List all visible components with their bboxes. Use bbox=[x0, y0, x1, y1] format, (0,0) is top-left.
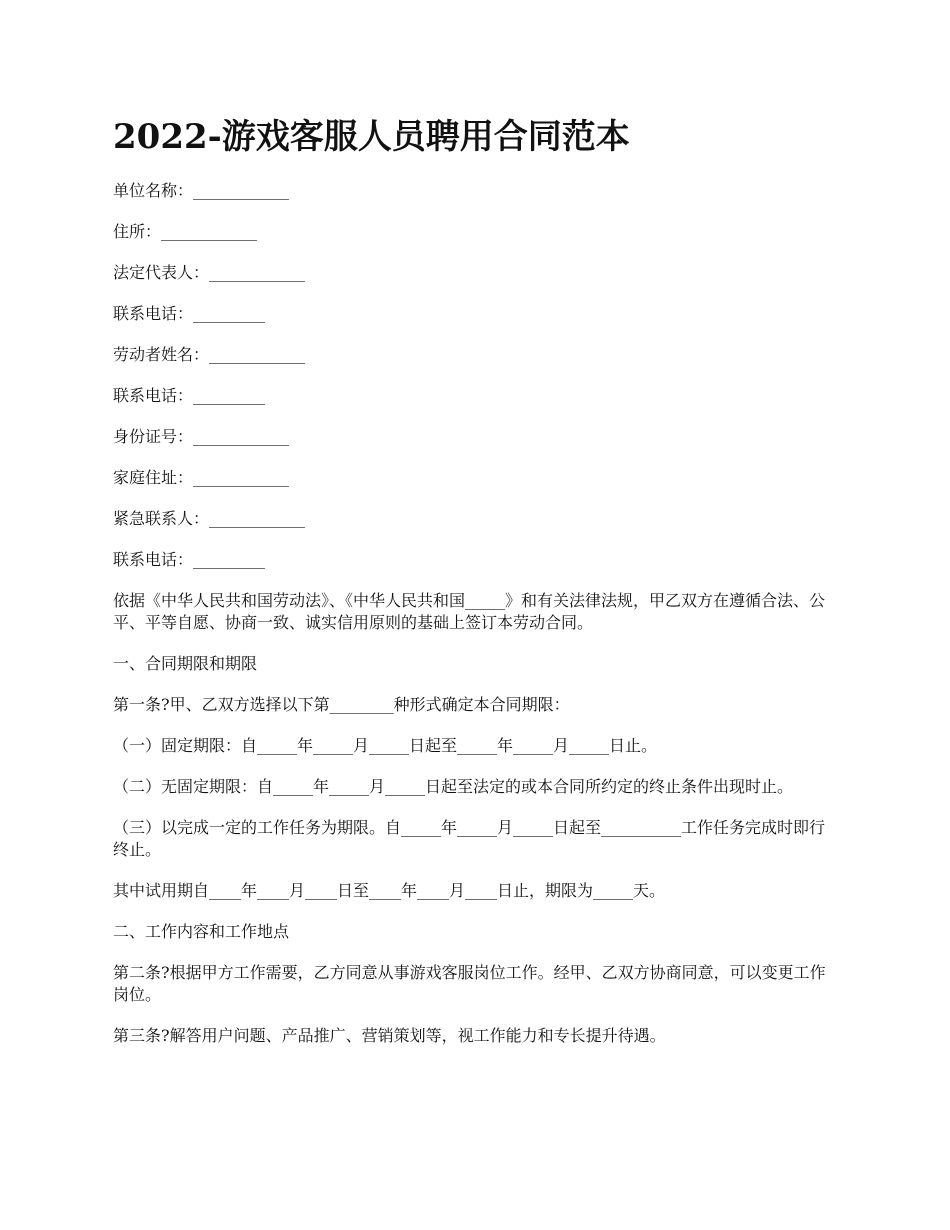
section-heading-term: 一、合同期限和期限 bbox=[113, 654, 258, 673]
contract-body bbox=[113, 590, 833, 1047]
employee-name-field: 劳动者姓名：____________ bbox=[113, 345, 306, 364]
home-address-field: 家庭住址：____________ bbox=[113, 468, 290, 487]
article-2: 第二条?根据甲方工作需要，乙方同意从事游戏客服岗位工作。经甲、乙双方协商同意，可以变更工作岗位。 bbox=[113, 963, 826, 1004]
preamble-paragraph: 依据《中华人民共和国劳动法》、《中华人民共和国_____》和有关法律法规，甲乙双方在遵循合法、公平、平等自愿、协商一致、诚实信用原则的基础上签订本劳动合同。 bbox=[113, 591, 826, 632]
document-title: 2022-游戏客服人员聘用合同范本 bbox=[113, 117, 630, 157]
emergency-contact-field: 紧急联系人：____________ bbox=[113, 509, 306, 528]
document-page bbox=[113, 112, 833, 1066]
fixed-term-option: （一）固定期限：自_____年_____月_____日起至_____年_____月_____日止。 bbox=[113, 736, 658, 755]
employer-name-field: 单位名称：____________ bbox=[113, 181, 290, 200]
employer-phone-field: 联系电话：_________ bbox=[113, 304, 266, 323]
employee-phone-field: 联系电话：_________ bbox=[113, 386, 266, 405]
section-heading-work: 二、工作内容和工作地点 bbox=[113, 922, 290, 941]
probation-period: 其中试用期自____年____月____日至____年____月____日止，期限为_____天。 bbox=[113, 881, 666, 900]
legal-representative-field: 法定代表人：____________ bbox=[113, 263, 306, 282]
contract-party-fields bbox=[113, 180, 833, 571]
article-1: 第一条?甲、乙双方选择以下第________种形式确定本合同期限： bbox=[113, 695, 570, 714]
id-number-field: 身份证号：____________ bbox=[113, 427, 290, 446]
employer-address-field: 住所：____________ bbox=[113, 222, 258, 241]
article-3: 第三条?解答用户问题、产品推广、营销策划等，视工作能力和专长提升待遇。 bbox=[113, 1026, 666, 1045]
emergency-phone-field: 联系电话：_________ bbox=[113, 550, 266, 569]
task-based-term-option: （三）以完成一定的工作任务为期限。自_____年_____月_____日起至__________工作任务完成时即行终止。 bbox=[113, 818, 826, 859]
open-ended-term-option: （二）无固定期限：自_____年_____月_____日起至法定的或本合同所约定的终止条件出现时止。 bbox=[113, 777, 794, 796]
